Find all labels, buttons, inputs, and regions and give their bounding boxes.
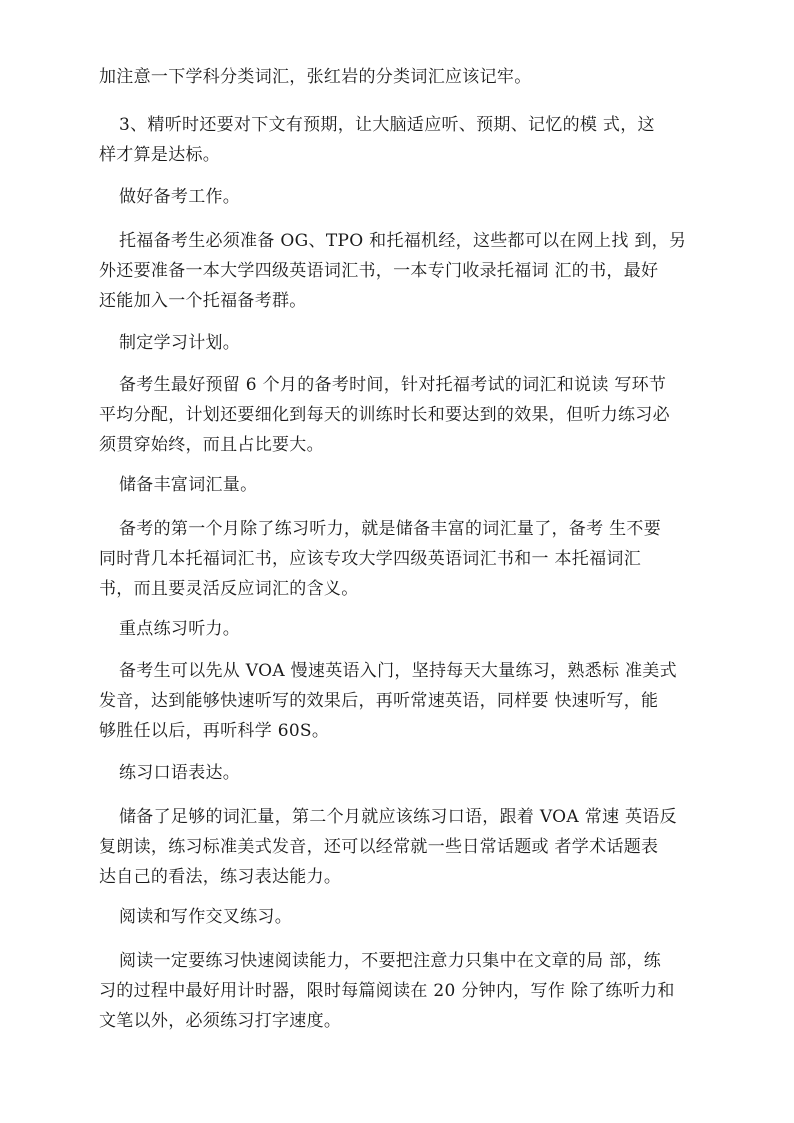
text-line: 阅读一定要练习快速阅读能力，不要把注意力只集中在文章的局 部，练 — [119, 951, 662, 971]
text-line: 同时背几本托福词汇书，应该专攻大学四级英语词汇书和一 本托福词汇 — [99, 549, 642, 569]
text-line: 储备了足够的词汇量，第二个月就应该练习口语，跟着 VOA 常速 英语反 — [119, 807, 677, 827]
text-line: 备考的第一个月除了练习听力，就是储备丰富的词汇量了，备考 生不要 — [119, 519, 662, 539]
paragraph-vocabulary — [99, 514, 699, 604]
text-line: 书，而且要灵活反应词汇的含义。 — [99, 579, 359, 599]
text-line: 文笔以外，必须练习打字速度。 — [99, 1011, 342, 1031]
text-line: 3、精听时还要对下文有预期，让大脑适应听、预期、记忆的模 式，这 — [119, 115, 655, 135]
paragraph-vocab-note — [99, 62, 699, 92]
paragraph-listening — [99, 656, 699, 746]
heading-speaking — [99, 758, 699, 788]
section-heading: 制定学习计划。 — [119, 333, 241, 353]
heading-prepare-work — [99, 182, 699, 212]
section-heading: 重点练习听力。 — [119, 619, 241, 639]
text-line: 习的过程中最好用计时器，限时每篇阅读在 20 分钟内，写作 除了练听力和 — [99, 981, 675, 1001]
text-line: 够胜任以后，再听科学 60S。 — [99, 721, 330, 741]
section-heading: 储备丰富词汇量。 — [119, 475, 258, 495]
paragraph-materials — [99, 226, 699, 316]
text-line: 样才算是达标。 — [99, 145, 221, 165]
paragraph-study-plan — [99, 370, 699, 460]
paragraph-reading-writing — [99, 946, 699, 1036]
text-line: 须贯穿始终，而且占比要大。 — [99, 435, 324, 455]
section-heading: 练习口语表达。 — [119, 763, 241, 783]
heading-vocabulary — [99, 470, 699, 500]
section-heading: 阅读和写作交叉练习。 — [119, 907, 292, 927]
text-line: 备考生最好预留 6 个月的备考时间，针对托福考试的词汇和说读 写环节 — [119, 375, 667, 395]
text-line: 平均分配，计划还要细化到每天的训练时长和要达到的效果，但听力练习必 — [99, 405, 670, 425]
paragraph-speaking — [99, 802, 699, 892]
text-line: 复朗读，练习标准美式发音，还可以经常就一些日常话题或 者学术话题表 — [99, 837, 659, 857]
section-heading: 做好备考工作。 — [119, 187, 241, 207]
text-line: 外还要准备一本大学四级英语词汇书，一本专门收录托福词 汇的书，最好 — [99, 261, 659, 281]
heading-study-plan — [99, 328, 699, 358]
text-line: 还能加入一个托福备考群。 — [99, 291, 307, 311]
heading-listening — [99, 614, 699, 644]
heading-reading-writing — [99, 902, 699, 932]
text-line: 加注意一下学科分类词汇，张红岩的分类词汇应该记牢。 — [99, 67, 532, 87]
text-line: 备考生可以先从 VOA 慢速英语入门，坚持每天大量练习，熟悉标 准美式 — [119, 661, 677, 681]
text-line: 发音，达到能够快速听写的效果后，再听常速英语，同样要 快速听写，能 — [99, 691, 659, 711]
text-line: 达自己的看法，练习表达能力。 — [99, 867, 342, 887]
paragraph-listening-expectation — [99, 110, 699, 170]
text-line: 托福备考生必须准备 OG、TPO 和托福机经，这些都可以在网上找 到，另 — [119, 231, 687, 251]
